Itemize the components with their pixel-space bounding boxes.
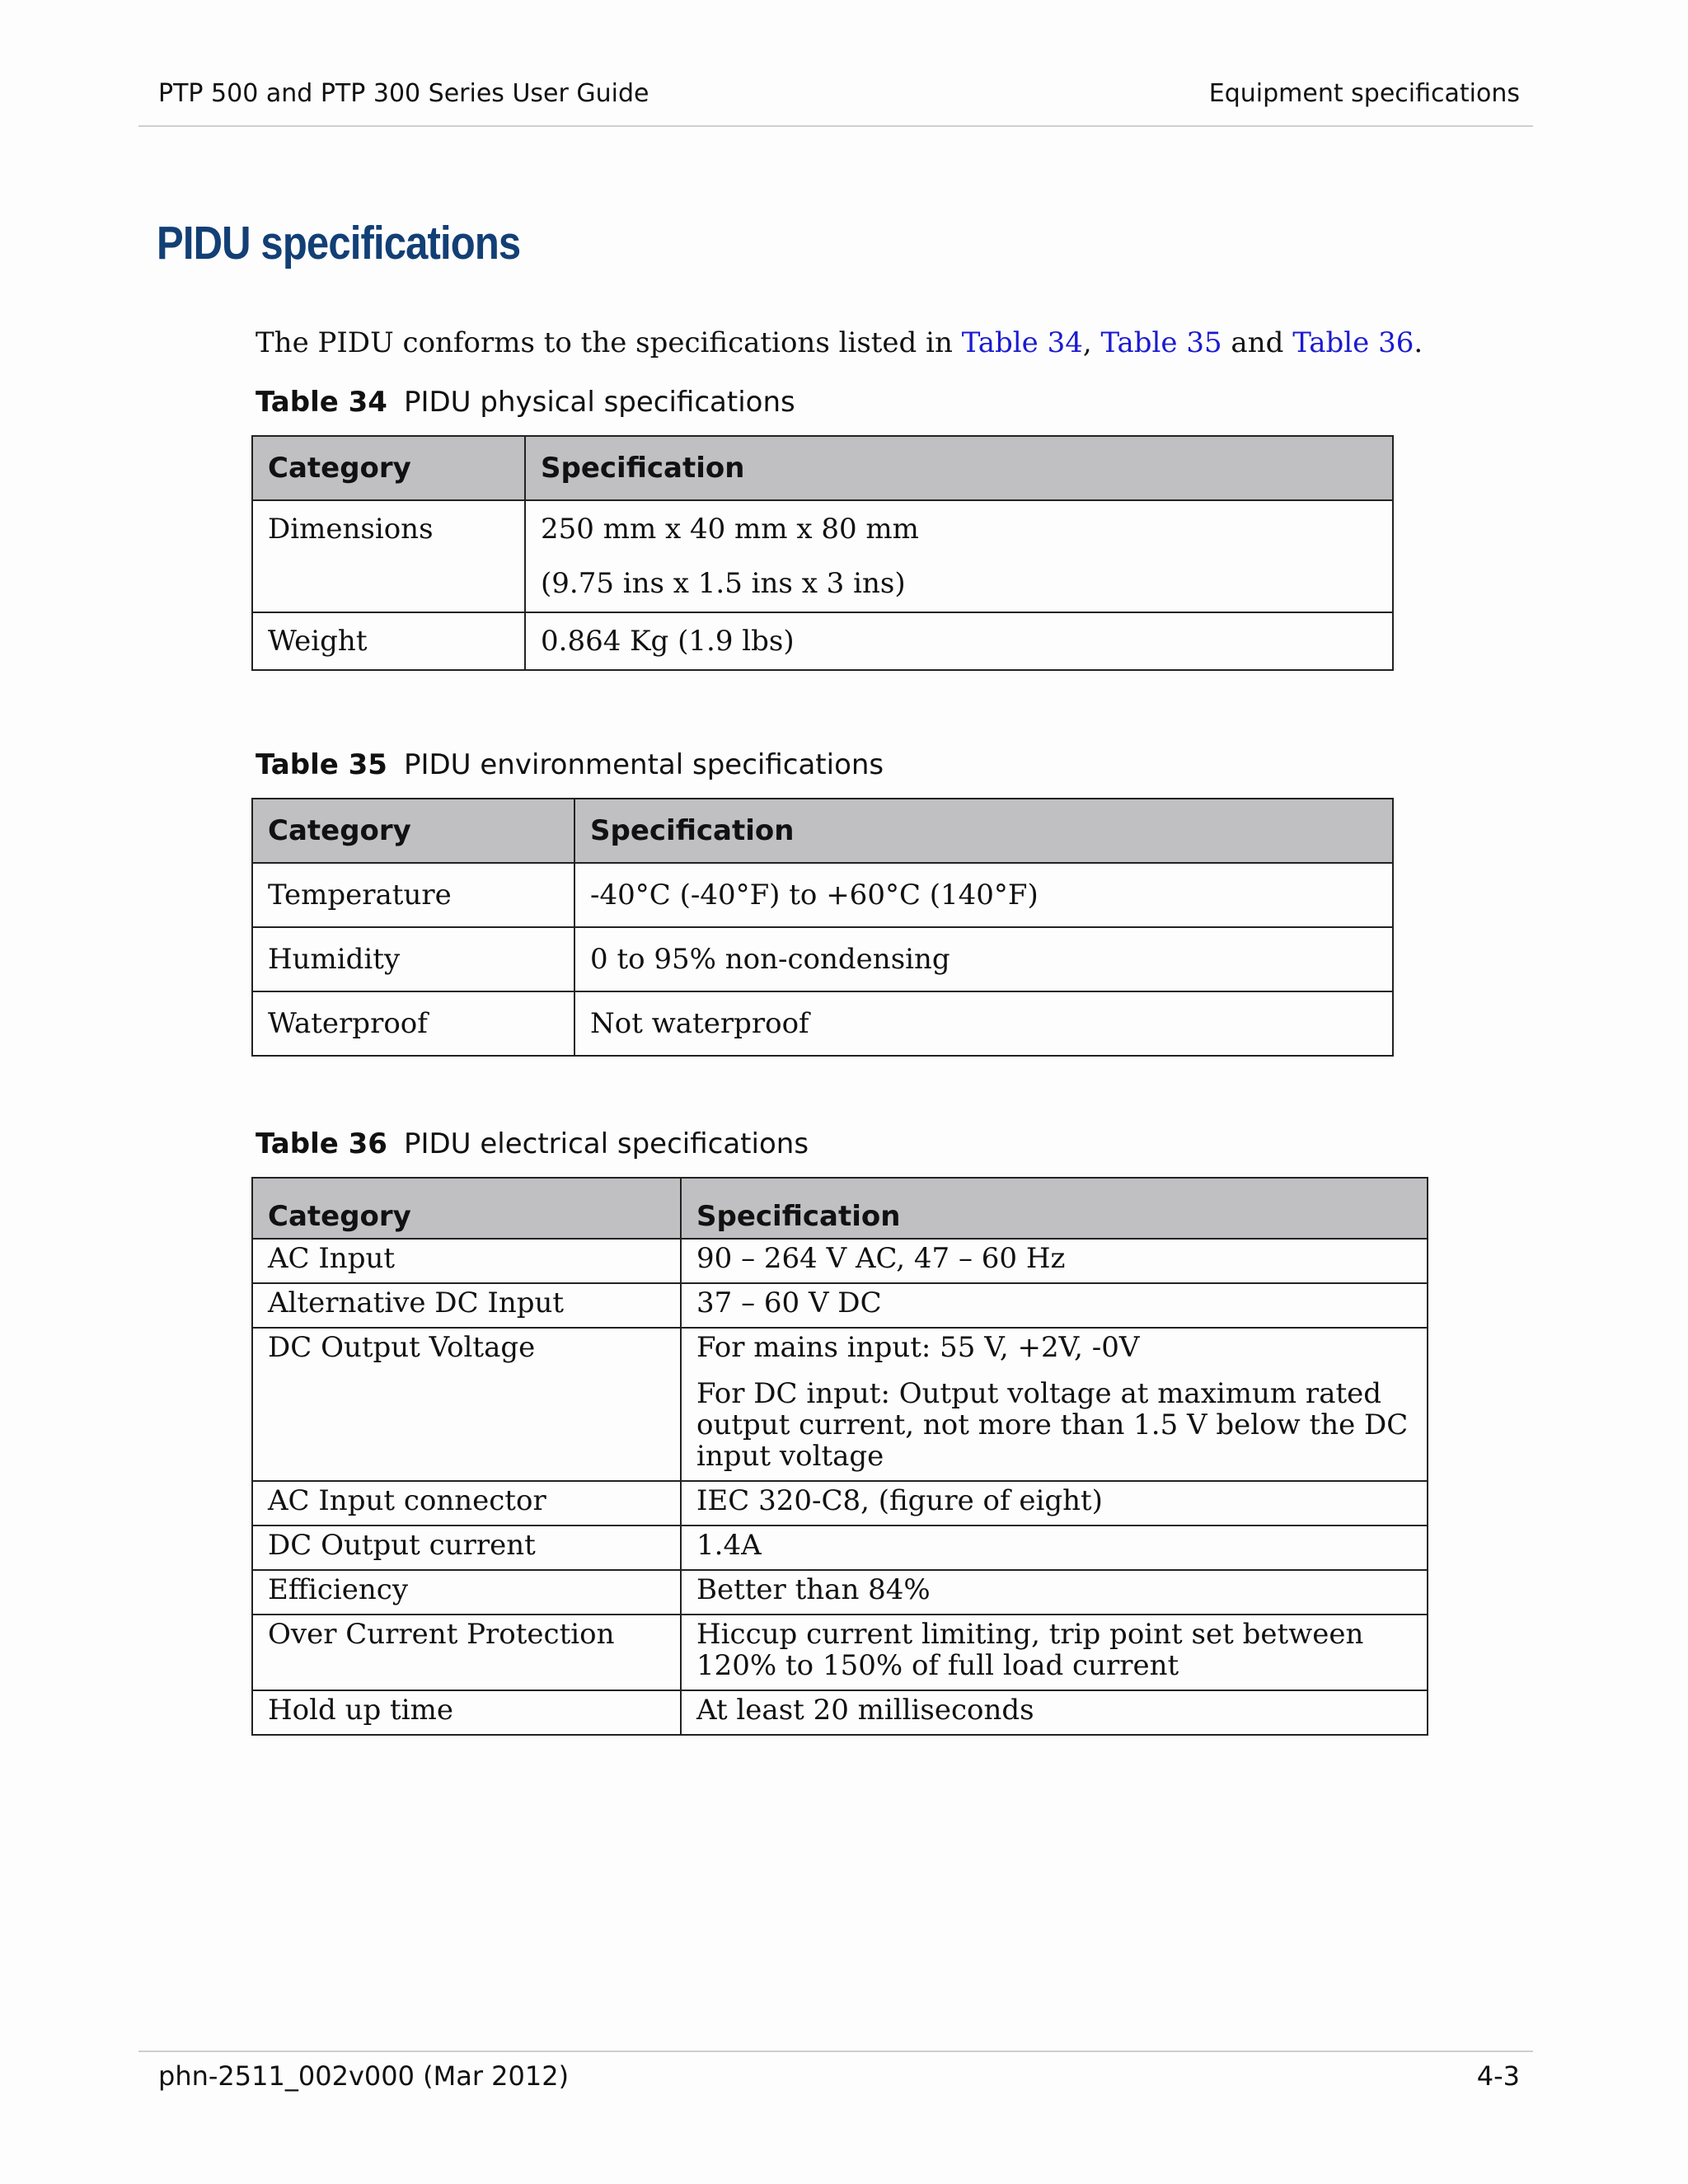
category-cell: Hold up time: [252, 1690, 681, 1735]
table-caption-text: PIDU electrical specifications: [403, 1127, 809, 1160]
category-cell: Humidity: [252, 927, 574, 991]
category-cell: Alternative DC Input: [252, 1283, 681, 1328]
specification-line: 250 mm x 40 mm x 80 mm: [541, 513, 919, 546]
specification-cell: [525, 612, 1393, 670]
table-36-link[interactable]: Table 36: [1292, 326, 1414, 359]
running-header: [158, 79, 1520, 108]
specification-cell: [681, 1690, 1428, 1735]
page-number: 4-3: [1476, 2060, 1520, 2092]
table-header-row: [252, 799, 1393, 863]
category-cell: AC Input: [252, 1239, 681, 1283]
column-header-category: Category: [252, 1178, 681, 1239]
specification-cell: [681, 1283, 1428, 1328]
table-35-caption: [256, 748, 884, 781]
column-header-category: Category: [252, 799, 574, 863]
table-row: [252, 1283, 1428, 1328]
specification-line: At least 20 milliseconds: [696, 1694, 1034, 1727]
specification-line: 1.4A: [696, 1529, 762, 1562]
table-34-link[interactable]: Table 34: [961, 326, 1083, 359]
table-row: [252, 1239, 1428, 1283]
table-row: [252, 1690, 1428, 1735]
table-35: [251, 798, 1394, 1057]
table-row: [252, 1615, 1428, 1690]
specification-cell: [574, 991, 1393, 1056]
running-footer: [158, 2060, 1520, 2092]
specification-cell: [681, 1570, 1428, 1615]
category-cell: Efficiency: [252, 1570, 681, 1615]
page-title: PIDU specifications: [157, 217, 521, 269]
specification-line: Better than 84%: [696, 1573, 931, 1606]
table-header-row: [252, 436, 1393, 500]
table-row: [252, 863, 1393, 927]
table-row: [252, 1328, 1428, 1481]
category-cell: Waterproof: [252, 991, 574, 1056]
table-34: [251, 435, 1394, 671]
footer-doc-id: phn-2511_002v000 (Mar 2012): [158, 2060, 570, 2092]
intro-paragraph: [256, 326, 1423, 359]
table-number: Table 34: [256, 386, 387, 419]
intro-separator: and: [1221, 326, 1293, 359]
specification-line: IEC 320-C8, (figure of eight): [696, 1484, 1103, 1517]
specification-cell: [681, 1239, 1428, 1283]
column-header-category: Category: [252, 436, 525, 500]
category-cell: AC Input connector: [252, 1481, 681, 1526]
header-rule: [138, 125, 1533, 127]
table-row: [252, 612, 1393, 670]
table-caption-text: PIDU physical specifications: [403, 386, 795, 419]
specification-line: -40°C (-40°F) to +60°C (140°F): [590, 879, 1039, 912]
category-cell: Weight: [252, 612, 525, 670]
specification-cell: [681, 1615, 1428, 1690]
table-row: [252, 500, 1393, 612]
table-row: [252, 991, 1393, 1056]
intro-end: .: [1414, 326, 1423, 359]
header-section-title: Equipment specifications: [1208, 79, 1520, 108]
specification-cell: [525, 500, 1393, 612]
specification-line: Hiccup current limiting, trip point set between 120% to 150% of full load current: [696, 1618, 1364, 1682]
intro-separator: ,: [1082, 326, 1101, 359]
specification-cell: [681, 1481, 1428, 1526]
specification-line: For mains input: 55 V, +2V, -0V: [696, 1331, 1140, 1364]
specification-line: 0.864 Kg (1.9 lbs): [541, 625, 795, 658]
table-35-link[interactable]: Table 35: [1100, 326, 1222, 359]
column-header-specification: Specification: [574, 799, 1393, 863]
category-cell: DC Output Voltage: [252, 1328, 681, 1481]
header-doc-title: PTP 500 and PTP 300 Series User Guide: [158, 79, 649, 108]
specification-line: 0 to 95% non-condensing: [590, 943, 950, 976]
table-row: [252, 1526, 1428, 1570]
specification-cell: [574, 863, 1393, 927]
specification-line: 90 – 264 V AC, 47 – 60 Hz: [696, 1242, 1066, 1275]
specification-cell: [574, 927, 1393, 991]
specification-line: (9.75 ins x 1.5 ins x 3 ins): [541, 567, 906, 600]
footer-rule: [138, 2050, 1533, 2052]
specification-cell: [681, 1526, 1428, 1570]
table-number: Table 35: [256, 748, 387, 781]
column-header-specification: Specification: [525, 436, 1393, 500]
category-cell: Dimensions: [252, 500, 525, 612]
table-row: [252, 1570, 1428, 1615]
table-number: Table 36: [256, 1127, 387, 1160]
table-row: [252, 927, 1393, 991]
specification-line: 37 – 60 V DC: [696, 1286, 882, 1319]
table-36-caption: [256, 1127, 809, 1160]
table-34-caption: [256, 386, 795, 419]
intro-text: The PIDU conforms to the specifications listed in: [256, 326, 962, 359]
table-row: [252, 1481, 1428, 1526]
specification-line: Not waterproof: [590, 1007, 809, 1040]
table-36: [251, 1177, 1428, 1736]
table-caption-text: PIDU environmental specifications: [403, 748, 884, 781]
category-cell: DC Output current: [252, 1526, 681, 1570]
column-header-specification: Specification: [681, 1178, 1428, 1239]
table-header-row: [252, 1178, 1428, 1239]
specification-cell: [681, 1328, 1428, 1481]
specification-line: For DC input: Output voltage at maximum rated output current, not more than 1.5 V below the DC input voltage: [696, 1377, 1409, 1473]
category-cell: Over Current Protection: [252, 1615, 681, 1690]
category-cell: Temperature: [252, 863, 574, 927]
